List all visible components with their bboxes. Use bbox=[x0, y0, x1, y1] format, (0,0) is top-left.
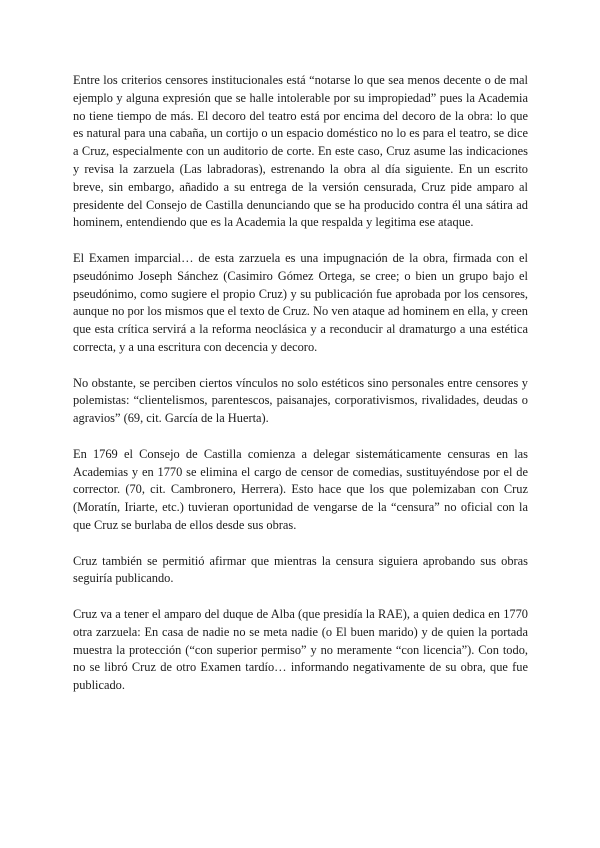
paragraph-cruz-publishing: Cruz también se permitió afirmar que mientras la censura siguiera aprobando sus obras seguiría publicando. bbox=[73, 553, 528, 586]
paragraph-censorship-criteria: Entre los criterios censores institucionales está “notarse lo que sea menos decente o de mal ejemplo y alguna expresión que se halle intolerable por su impropiedad” pues la Academia no tiene tiempo de más. El decoro del teatro está por encima del decoro de la obra: lo que es natural para una cabaña, un cortijo o un espacio doméstico no lo es para el teatro, se dice a Cruz, especialmente con un auditorio de corte. En este caso, Cruz asume las indicaciones y revisa la zarzuela (Las labradoras), estrenando la obra al día siguiente. En un escrito breve, sin embargo, añadido a su entrega de la versión censurada, Cruz pide amparo al presidente del Consejo de Castilla denunciando que se ha producido contra él una sátira ad hominem, entendiendo que es la Academia la que respalda y legitima ese ataque. bbox=[73, 73, 528, 230]
paragraph-examen-imparcial: El Examen imparcial… de esta zarzuela es una impugnación de la obra, firmada con el pseudónimo Joseph Sánchez (Casimiro Gómez Ortega, se cree; o bien un grupo bajo el pseudónimo, como sugiere el propio Cruz) y su publicación fue aprobada por los censores, aunque no por los mismos que el texto de Cruz. No ven ataque ad hominem en ella, y creen que esta crítica servirá a la reforma neoclásica y a reconducir al dramaturgo a una estética correcta, y a una escritura con decencia y decoro. bbox=[73, 250, 528, 354]
document-page bbox=[73, 72, 528, 713]
paragraph-consejo-castilla: En 1769 el Consejo de Castilla comienza a delegar sistemáticamente censuras en las Academias y en 1770 se elimina el cargo de censor de comedias, sustituyéndose por el de corrector. (70, cit. Cambronero, Herrera). Esto hace que los que polemizaban con Cruz (Moratín, Iriarte, etc.) tuvieran oportunidad de vengarse de la “censura” no oficial con la que Cruz se burlaba de ellos desde sus obras. bbox=[73, 446, 528, 532]
paragraph-duque-alba: Cruz va a tener el amparo del duque de Alba (que presidía la RAE), a quien dedica en 1770 otra zarzuela: En casa de nadie no se meta nadie (o El buen marido) y de quien la portada muestra la protección (“con superior permiso” y no meramente “con licencia”). Con todo, no se libró Cruz de otro Examen tardío… informando negativamente de su obra, que fue publicado. bbox=[73, 606, 528, 693]
paragraph-personal-ties: No obstante, se perciben ciertos vínculos no solo estéticos sino personales entre censores y polemistas: “clientelismos, parentescos, paisanajes, corporativismos, rivalidades, deudas o agravios” (69, cit. García de la Huerta). bbox=[73, 375, 528, 426]
